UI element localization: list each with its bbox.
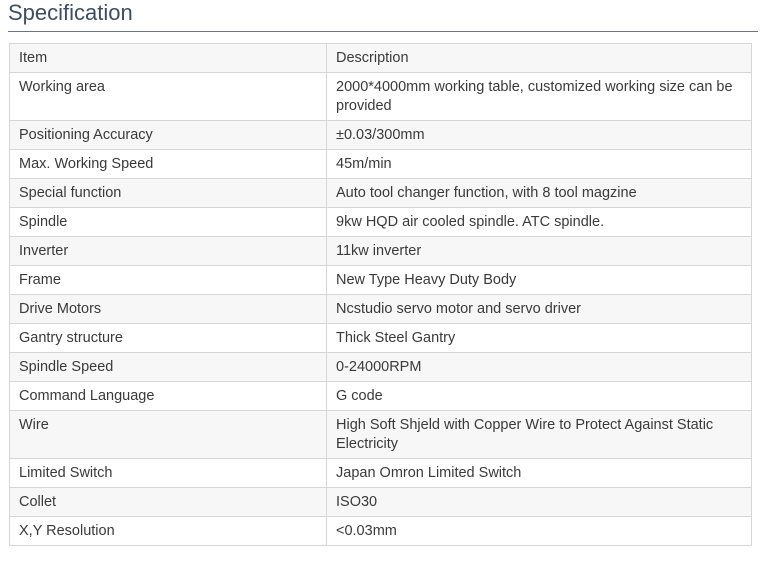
description-cell: ±0.03/300mm (327, 121, 752, 150)
description-cell: 0-24000RPM (327, 353, 752, 382)
description-cell: Ncstudio servo motor and servo driver (327, 295, 752, 324)
page-title: Specification (8, 0, 133, 25)
table-row (10, 121, 752, 150)
item-cell: Gantry structure (10, 324, 327, 353)
table-row (10, 411, 752, 459)
table-row (10, 488, 752, 517)
table-row (10, 295, 752, 324)
description-cell: High Soft Shjeld with Copper Wire to Protect Against Static Electricity (327, 411, 752, 459)
item-cell: Wire (10, 411, 327, 459)
item-cell: Special function (10, 179, 327, 208)
table-row (10, 150, 752, 179)
table-row (10, 266, 752, 295)
specification-table (9, 43, 752, 546)
description-cell: G code (327, 382, 752, 411)
table-row (10, 517, 752, 546)
table-row (10, 324, 752, 353)
description-cell: Thick Steel Gantry (327, 324, 752, 353)
description-cell: ISO30 (327, 488, 752, 517)
item-cell: Working area (10, 73, 327, 121)
description-cell: 2000*4000mm working table, customized working size can be provided (327, 73, 752, 121)
table-row (10, 179, 752, 208)
table-row (10, 237, 752, 266)
item-cell: Limited Switch (10, 459, 327, 488)
item-cell: Spindle (10, 208, 327, 237)
table-row (10, 382, 752, 411)
item-cell: Command Language (10, 382, 327, 411)
description-cell: 9kw HQD air cooled spindle. ATC spindle. (327, 208, 752, 237)
description-cell: 11kw inverter (327, 237, 752, 266)
item-cell: Spindle Speed (10, 353, 327, 382)
item-cell: X,Y Resolution (10, 517, 327, 546)
table-row (10, 459, 752, 488)
description-cell: New Type Heavy Duty Body (327, 266, 752, 295)
item-cell: Max. Working Speed (10, 150, 327, 179)
description-cell: Description (327, 44, 752, 73)
description-cell: <0.03mm (327, 517, 752, 546)
table-row (10, 73, 752, 121)
item-cell: Drive Motors (10, 295, 327, 324)
description-cell: 45m/min (327, 150, 752, 179)
description-cell: Japan Omron Limited Switch (327, 459, 752, 488)
item-cell: Item (10, 44, 327, 73)
description-cell: Auto tool changer function, with 8 tool magzine (327, 179, 752, 208)
item-cell: Positioning Accuracy (10, 121, 327, 150)
title-divider (8, 31, 758, 32)
item-cell: Inverter (10, 237, 327, 266)
table-row (10, 208, 752, 237)
table-row (10, 353, 752, 382)
item-cell: Collet (10, 488, 327, 517)
table-row (10, 44, 752, 73)
item-cell: Frame (10, 266, 327, 295)
